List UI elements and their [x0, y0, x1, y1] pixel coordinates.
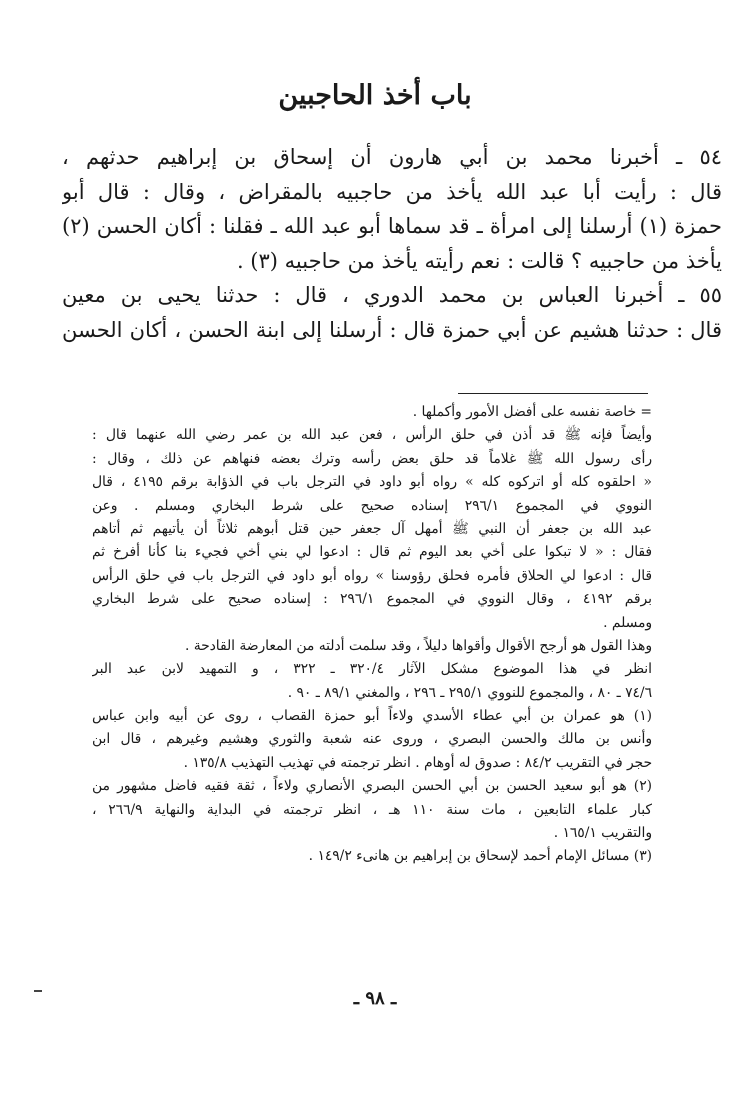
footnotes [92, 401, 652, 869]
footnote-line: ٧٤/٦ ـ ٨٠ ، والمجموع للنووي ٢٩٥/١ ـ ٢٩٦ ، والمغني ٨٩/١ ـ ٩٠ . [287, 684, 652, 701]
footnote-line: رأى رسول الله ﷺ غلاماً قد حلق بعض رأسه وترك بعضه فنهاهم عن ذلك ، وقال : [92, 450, 652, 467]
footnote-line: برقم ٤١٩٢ ، وقال النووي في المجموع ٢٩٦/١ : إسناده صحيح على شرط البخاري [92, 591, 652, 608]
footnote-line: (٣) مسائل الإمام أحمد لإسحاق بن إبراهيم بن هانىء ١٤٩/٢ . [308, 848, 652, 865]
footnote-line: انظر في هذا الموضوع مشكل الآثار ٣٢٠/٤ ـ ٣٢٢ ، و التمهيد لابن عبد البر [92, 661, 652, 678]
text-line: ٥٤ ـ أخبرنا محمد بن أبي هارون أن إسحاق بن إبراهيم حدثهم ، [62, 145, 722, 169]
footnote-line: والتقريب ١٦٥/١ . [553, 825, 652, 842]
text-line: ٥٥ ـ أخبرنا العباس بن محمد الدوري ، قال : حدثنا يحيى بن معين [62, 283, 722, 308]
footnote-line: فقال : « لا تبكوا على أخي بعد اليوم ثم قال : ادعوا لي بني أخي فجيء بنا كأنا أفرخ ثم [92, 544, 652, 561]
footnote-line: ومسلم . [603, 614, 652, 631]
footnote-line: وأيضاً فإنه ﷺ قد أذن في حلق الرأس ، فعن عبد الله بن عمر رضي الله عنهما قال : [92, 427, 652, 444]
footnote-line: النووي في المجموع ٢٩٦/١ إسناده صحيح على شرط البخاري ومسلم . وعن [92, 497, 652, 514]
footnote-line: وهذا القول هو أرجح الأقوال وأقواها دليلاً ، وقد سلمت أدلته من المعارضة القادحة . [184, 637, 652, 654]
footnote-line: عبد الله بن جعفر أن النبي ﷺ أمهل آل جعفر حين قتل أبوهم ثلاثاً أن يأتيهم ثم أتاهم [92, 520, 652, 537]
chapter-title: باب أخذ الحاجبين [278, 80, 472, 111]
main-text [62, 140, 722, 348]
footnote-line: كبار علماء التابعين ، مات سنة ١١٠ هـ ، انظر ترجمته في البداية والنهاية ٢٦٦/٩ ، [92, 801, 652, 818]
footnote-line: = خاصة نفسه على أفضل الأمور وأكملها . [412, 404, 652, 420]
footnote-line: (٢) هو أبو سعيد الحسن بن أبي الحسن البصري الأنصاري ولاءاً ، ثقة فقيه فاضل مشهور من [92, 778, 652, 795]
text-line: قال : حدثنا هشيم عن أبي حمزة قال : أرسلنا إلى ابنة الحسن ، أكان الحسن [62, 317, 722, 342]
footnote-line: قال : ادعوا لي الحلاق فأمره فحلق رؤوسنا » رواه أبو داود في الترجل باب في حلق الرأس [92, 567, 652, 584]
page-number: ـ ٩٨ ـ [353, 988, 397, 1009]
footnote-line: (١) هو عمران بن أبي عطاء الأسدي ولاءاً أبو حمزة القصاب ، روى عن أبيه وابن عباس [92, 708, 652, 725]
footnote-line: وأنس بن مالك والحسن البصري ، وروى عنه شعبة والثوري وهشيم وغيرهم ، قال ابن [92, 731, 652, 748]
footnote-line: « احلقوه كله أو اتركوه كله » رواه أبو داود في الترجل باب في الذؤابة برقم ٤١٩٥ ، قال [92, 474, 652, 491]
text-line: يأخذ من حاجبيه ؟ قالت : نعم رأيته يأخذ من حاجبيه (٣) . [236, 248, 722, 273]
text-line: قال : رأيت أبا عبد الله يأخذ من حاجبيه بالمقراض ، وقال : قال أبو [62, 179, 722, 204]
footnote-divider [458, 393, 648, 394]
text-line: حمزة (١) أرسلنا إلى امرأة ـ قد سماها أبو عبد الله ـ فقلنا : أكان الحسن (٢) [62, 214, 722, 239]
footnote-line: حجر في التقريب ٨٤/٢ : صدوق له أوهام . انظر ترجمته في تهذيب التهذيب ١٣٥/٨ . [183, 754, 652, 771]
